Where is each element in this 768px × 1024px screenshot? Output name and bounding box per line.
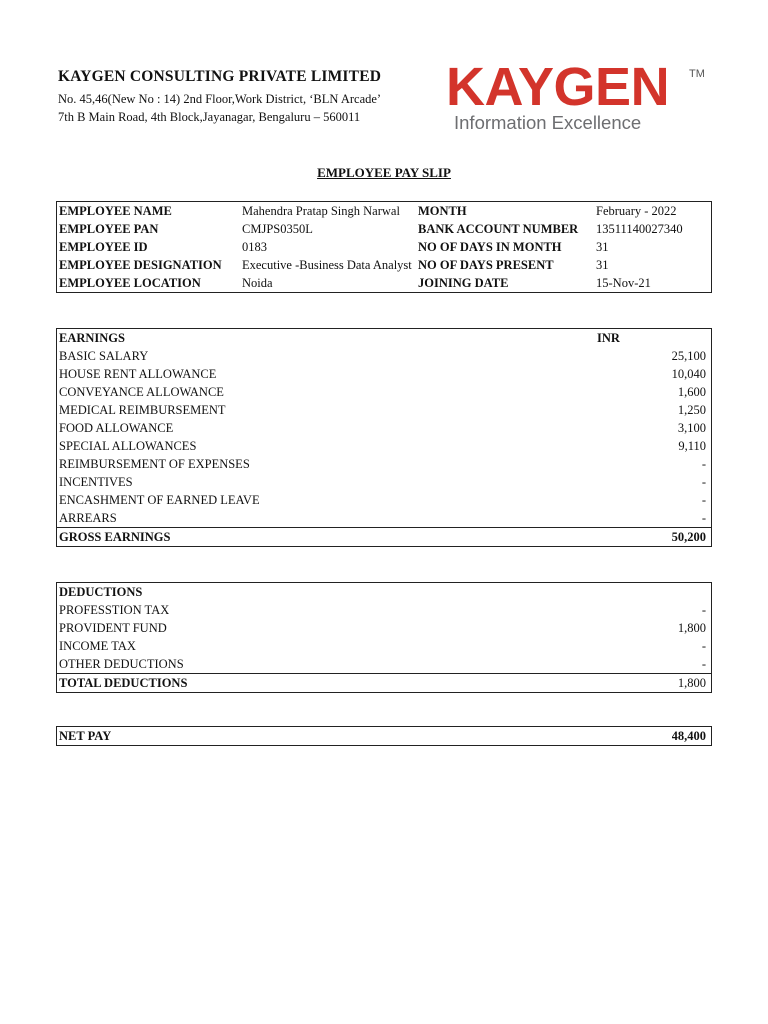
earning-label: ENCASHMENT OF EARNED LEAVE [59,493,260,507]
earning-value: 9,110 [678,439,706,453]
earning-value: 3,100 [677,421,706,435]
deductions-row [57,601,711,619]
deductions-header-row [57,583,711,601]
company-name: KAYGEN CONSULTING PRIVATE LIMITED [58,68,382,85]
earnings-row [57,491,711,509]
earning-value: - [701,475,706,489]
deduction-label: PROFESSTION TAX [59,603,170,617]
earning-label: BASIC SALARY [59,349,149,363]
earning-label: SPECIAL ALLOWANCES [59,439,197,453]
kaygen-logo [446,57,712,142]
days-present-label: NO OF DAYS PRESENT [418,258,554,272]
employee-designation-value: Executive -Business Data Analyst [242,258,412,272]
deduction-label: PROVIDENT FUND [59,621,167,635]
employee-name-value: Mahendra Pratap Singh Narwal [242,204,400,218]
earnings-row [57,347,711,365]
gross-earnings-value: 50,200 [671,530,706,544]
earning-label: ARREARS [59,511,117,525]
earning-value: - [701,511,706,525]
bank-account-value: 13511140027340 [596,222,683,236]
currency-header: INR [597,331,620,345]
employee-pan-label: EMPLOYEE PAN [59,222,159,236]
total-deductions-label: TOTAL DEDUCTIONS [59,676,188,690]
employee-location-value: Noida [242,276,273,290]
earning-value: - [701,493,706,507]
page-title: EMPLOYEE PAY SLIP [317,165,451,180]
employee-row [57,274,711,292]
deduction-value: - [701,639,706,653]
earnings-row [57,437,711,455]
total-deductions-value: 1,800 [677,676,706,690]
earning-label: HOUSE RENT ALLOWANCE [59,367,217,381]
employee-pan-value: CMJPS0350L [242,222,313,236]
employee-row [57,256,711,274]
earning-label: CONVEYANCE ALLOWANCE [59,385,224,399]
logo-tagline: Information Excellence [454,112,642,133]
earnings-row [57,473,711,491]
days-in-month-value: 31 [596,240,609,254]
employee-id-label: EMPLOYEE ID [59,240,148,254]
deductions-row [57,655,711,673]
earning-label: INCENTIVES [59,475,133,489]
employee-location-label: EMPLOYEE LOCATION [59,276,201,290]
days-present-value: 31 [596,258,609,272]
deduction-label: OTHER DEDUCTIONS [59,657,184,671]
earnings-header: EARNINGS [59,331,125,345]
earning-label: FOOD ALLOWANCE [59,421,174,435]
earnings-row [57,401,711,419]
earnings-row [57,455,711,473]
total-deductions-row [57,673,711,692]
joining-date-value: 15-Nov-21 [596,276,651,290]
employee-row [57,238,711,256]
employee-designation-label: EMPLOYEE DESIGNATION [59,258,222,272]
net-pay-label: NET PAY [59,729,112,743]
gross-earnings-row [57,527,711,546]
earnings-row [57,365,711,383]
deduction-value: - [701,657,706,671]
employee-row [57,220,711,238]
company-address-line2: 7th B Main Road, 4th Block,Jayanagar, Bengaluru – 560011 [58,110,361,124]
employee-name-label: EMPLOYEE NAME [59,204,172,218]
net-pay-table [56,726,712,746]
earnings-row [57,383,711,401]
net-pay-value: 48,400 [671,729,706,743]
deduction-value: - [701,603,706,617]
deductions-row [57,619,711,637]
earning-value: 1,250 [677,403,706,417]
earnings-row [57,419,711,437]
gross-earnings-label: GROSS EARNINGS [59,530,171,544]
net-pay-row [57,727,711,745]
earning-value: - [701,457,706,471]
month-value: February - 2022 [596,204,677,218]
month-label: MONTH [418,204,467,218]
earning-value: 1,600 [677,385,706,399]
logo-trademark: TM [689,68,705,80]
earning-value: 25,100 [671,349,706,363]
days-in-month-label: NO OF DAYS IN MONTH [418,240,562,254]
earning-label: MEDICAL REIMBURSEMENT [59,403,226,417]
deductions-header: DEDUCTIONS [59,585,143,599]
employee-id-value: 0183 [242,240,267,254]
employee-details-table [56,201,712,293]
earnings-header-row [57,329,711,347]
logo-wordmark: KAYGEN [446,57,670,117]
deductions-row [57,637,711,655]
deduction-value: 1,800 [677,621,706,635]
earnings-row [57,509,711,527]
joining-date-label: JOINING DATE [418,276,509,290]
earnings-table [56,328,712,547]
earning-label: REIMBURSEMENT OF EXPENSES [59,457,250,471]
deductions-table [56,582,712,693]
company-address-line1: No. 45,46(New No : 14) 2nd Floor,Work District, ‘BLN Arcade’ [58,92,382,106]
earning-value: 10,040 [671,367,706,381]
employee-row [57,202,711,220]
bank-account-label: BANK ACCOUNT NUMBER [418,222,579,236]
deduction-label: INCOME TAX [59,639,136,653]
